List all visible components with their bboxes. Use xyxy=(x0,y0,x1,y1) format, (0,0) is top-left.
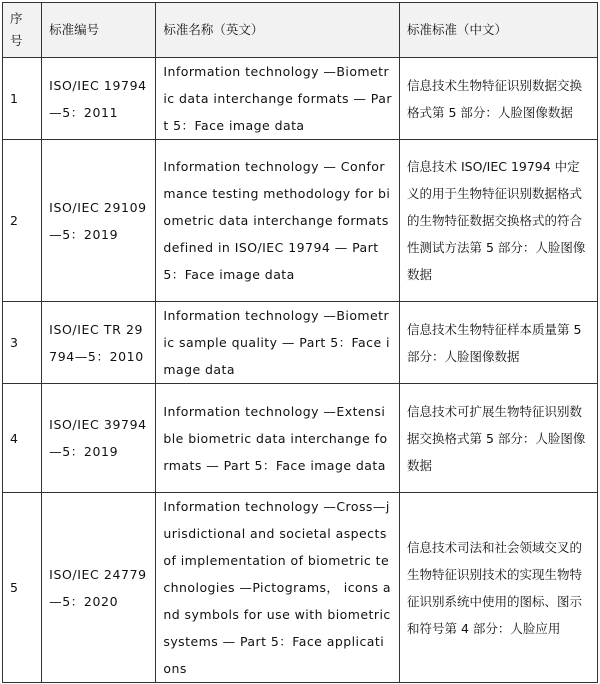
header-name-english: 标准名称（英文） xyxy=(156,3,400,58)
cell-no: 2 xyxy=(3,140,42,302)
cell-name-english: Information technology —Biometric data interchange formats — Part 5：Face image data xyxy=(156,58,400,140)
cell-name-chinese: 信息技术生物特征样本质量第 5 部分：人脸图像数据 xyxy=(400,302,598,384)
table-row xyxy=(3,58,598,140)
cell-name-english: Information technology —Cross—jurisdictional and societal aspects of implementation of biometric technologies —Pictograms， icons and symbols for use with biometric systems — Part 5：Face applications xyxy=(156,493,400,683)
header-no: 序号 xyxy=(3,3,42,58)
standards-table xyxy=(2,2,598,683)
cell-name-chinese: 信息技术可扩展生物特征识别数据交换格式第 5 部分：人脸图像数据 xyxy=(400,384,598,493)
standards-table-container xyxy=(2,2,598,683)
table-header-row xyxy=(3,3,598,58)
cell-no: 4 xyxy=(3,384,42,493)
cell-no: 3 xyxy=(3,302,42,384)
cell-name-english: Information technology —Biometric sample quality — Part 5：Face image data xyxy=(156,302,400,384)
cell-name-chinese: 信息技术生物特征识别数据交换格式第 5 部分：人脸图像数据 xyxy=(400,58,598,140)
header-name-chinese: 标准标准（中文） xyxy=(400,3,598,58)
table-row xyxy=(3,140,598,302)
table-row xyxy=(3,493,598,683)
cell-name-chinese: 信息技术 ISO/IEC 19794 中定义的用于生物特征识别数据格式的生物特征数据交换格式的符合性测试方法第 5 部分：人脸图像数据 xyxy=(400,140,598,302)
cell-standard-id: ISO/IEC 19794—5：2011 xyxy=(42,58,156,140)
table-row xyxy=(3,302,598,384)
cell-standard-id: ISO/IEC 24779—5：2020 xyxy=(42,493,156,683)
cell-standard-id: ISO/IEC 39794—5：2019 xyxy=(42,384,156,493)
cell-name-english: Information technology — Conformance testing methodology for biometric data interchange formats defined in ISO/IEC 19794 — Part 5：Face image data xyxy=(156,140,400,302)
table-row xyxy=(3,384,598,493)
cell-no: 1 xyxy=(3,58,42,140)
cell-standard-id: ISO/IEC TR 29794—5：2010 xyxy=(42,302,156,384)
cell-name-chinese: 信息技术司法和社会领域交叉的生物特征识别技术的实现生物特征识别系统中使用的图标、图示和符号第 4 部分：人脸应用 xyxy=(400,493,598,683)
cell-no: 5 xyxy=(3,493,42,683)
cell-name-english: Information technology —Extensible biometric data interchange formats — Part 5：Face image data xyxy=(156,384,400,493)
header-standard-id: 标准编号 xyxy=(42,3,156,58)
cell-standard-id: ISO/IEC 29109—5：2019 xyxy=(42,140,156,302)
